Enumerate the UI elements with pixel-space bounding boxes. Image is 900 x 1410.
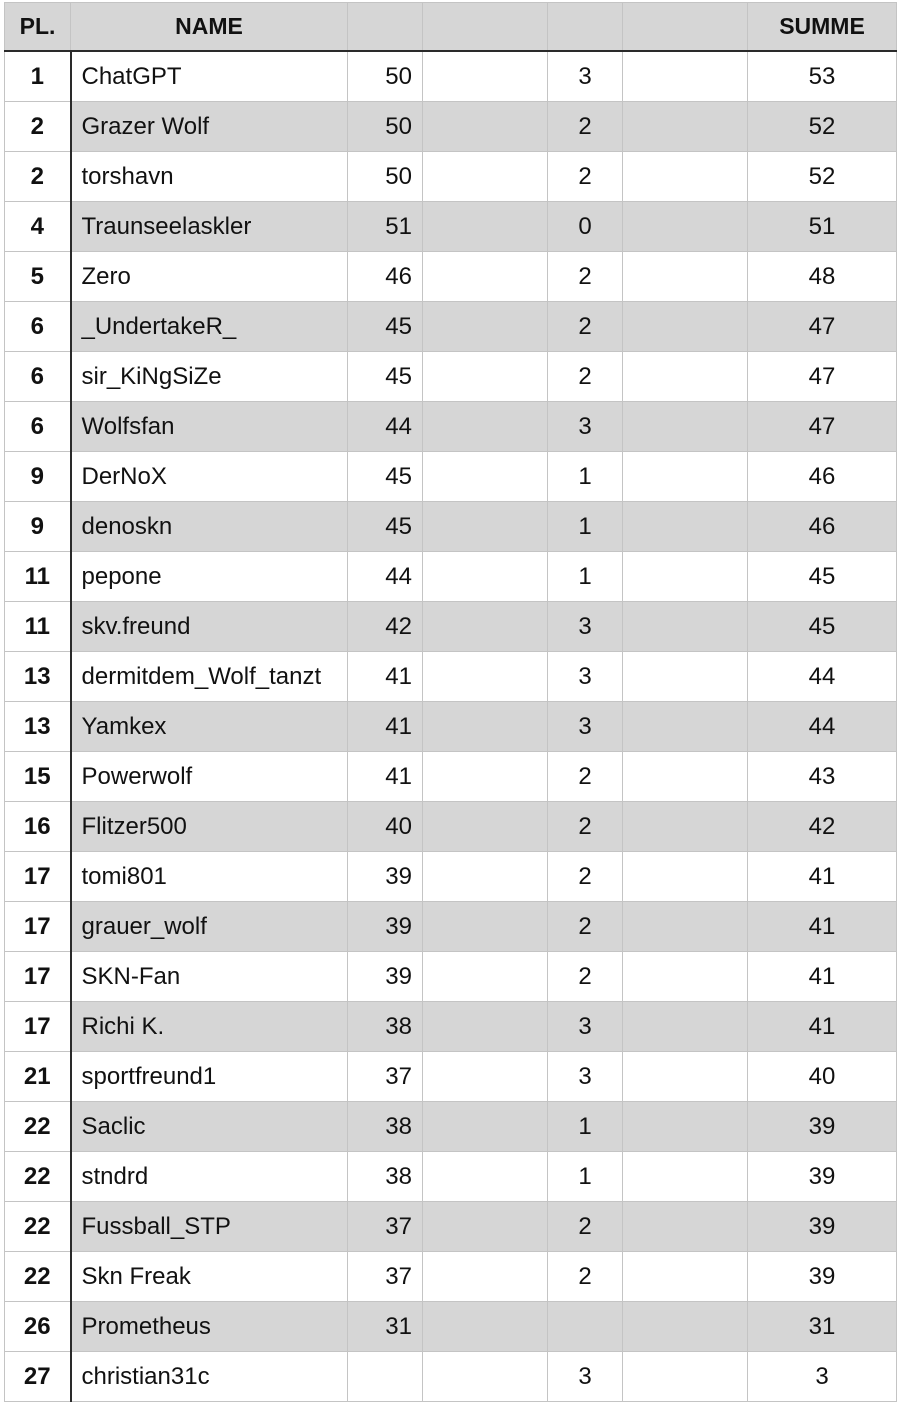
cell-name: Powerwolf bbox=[71, 752, 348, 802]
cell-place: 27 bbox=[5, 1352, 71, 1402]
cell-points-c: 3 bbox=[548, 51, 623, 102]
cell-points-c: 2 bbox=[548, 352, 623, 402]
cell-blank-d bbox=[623, 152, 748, 202]
column-header-place: PL. bbox=[5, 3, 71, 52]
cell-points-a: 41 bbox=[348, 652, 423, 702]
cell-points-c: 1 bbox=[548, 502, 623, 552]
cell-points-a bbox=[348, 1352, 423, 1402]
cell-place: 17 bbox=[5, 1002, 71, 1052]
cell-sum: 45 bbox=[748, 552, 897, 602]
cell-name: torshavn bbox=[71, 152, 348, 202]
cell-place: 1 bbox=[5, 51, 71, 102]
cell-blank-b bbox=[423, 702, 548, 752]
cell-place: 22 bbox=[5, 1152, 71, 1202]
cell-place: 11 bbox=[5, 602, 71, 652]
cell-sum: 45 bbox=[748, 602, 897, 652]
cell-blank-d bbox=[623, 602, 748, 652]
cell-blank-b bbox=[423, 402, 548, 452]
cell-blank-d bbox=[623, 952, 748, 1002]
cell-points-c: 2 bbox=[548, 802, 623, 852]
cell-blank-b bbox=[423, 1302, 548, 1352]
cell-points-a: 45 bbox=[348, 452, 423, 502]
cell-name: ChatGPT bbox=[71, 51, 348, 102]
cell-place: 6 bbox=[5, 302, 71, 352]
cell-place: 6 bbox=[5, 352, 71, 402]
cell-blank-d bbox=[623, 102, 748, 152]
cell-sum: 53 bbox=[748, 51, 897, 102]
cell-points-c: 2 bbox=[548, 752, 623, 802]
cell-blank-d bbox=[623, 202, 748, 252]
cell-points-c: 1 bbox=[548, 1102, 623, 1152]
cell-sum: 31 bbox=[748, 1302, 897, 1352]
cell-name: SKN-Fan bbox=[71, 952, 348, 1002]
cell-blank-b bbox=[423, 102, 548, 152]
cell-blank-b bbox=[423, 352, 548, 402]
table-row bbox=[5, 1152, 897, 1202]
cell-blank-d bbox=[623, 852, 748, 902]
cell-blank-d bbox=[623, 752, 748, 802]
cell-blank-d bbox=[623, 1052, 748, 1102]
cell-sum: 48 bbox=[748, 252, 897, 302]
cell-sum: 52 bbox=[748, 102, 897, 152]
table-row bbox=[5, 102, 897, 152]
cell-points-c: 3 bbox=[548, 1002, 623, 1052]
table-row bbox=[5, 1052, 897, 1102]
cell-points-a: 51 bbox=[348, 202, 423, 252]
cell-points-a: 39 bbox=[348, 902, 423, 952]
cell-place: 26 bbox=[5, 1302, 71, 1352]
cell-points-c: 2 bbox=[548, 102, 623, 152]
cell-place: 22 bbox=[5, 1102, 71, 1152]
cell-points-a: 45 bbox=[348, 302, 423, 352]
cell-place: 4 bbox=[5, 202, 71, 252]
cell-points-c: 3 bbox=[548, 402, 623, 452]
cell-sum: 46 bbox=[748, 502, 897, 552]
table-row bbox=[5, 802, 897, 852]
cell-place: 6 bbox=[5, 402, 71, 452]
cell-points-c: 3 bbox=[548, 702, 623, 752]
cell-sum: 42 bbox=[748, 802, 897, 852]
cell-name: Zero bbox=[71, 252, 348, 302]
cell-name: stndrd bbox=[71, 1152, 348, 1202]
table-row bbox=[5, 1202, 897, 1252]
column-header-blank-d bbox=[623, 3, 748, 52]
table-row bbox=[5, 1302, 897, 1352]
cell-points-a: 41 bbox=[348, 752, 423, 802]
cell-points-c: 2 bbox=[548, 302, 623, 352]
cell-name: _UndertakeR_ bbox=[71, 302, 348, 352]
cell-blank-d bbox=[623, 1152, 748, 1202]
cell-sum: 47 bbox=[748, 402, 897, 452]
table-row bbox=[5, 202, 897, 252]
cell-points-a: 37 bbox=[348, 1052, 423, 1102]
cell-name: Yamkex bbox=[71, 702, 348, 752]
table-row bbox=[5, 51, 897, 102]
cell-sum: 47 bbox=[748, 352, 897, 402]
column-header-name: NAME bbox=[71, 3, 348, 52]
cell-sum: 46 bbox=[748, 452, 897, 502]
table-row bbox=[5, 1252, 897, 1302]
table-row bbox=[5, 552, 897, 602]
cell-name: Grazer Wolf bbox=[71, 102, 348, 152]
cell-sum: 39 bbox=[748, 1102, 897, 1152]
cell-blank-d bbox=[623, 802, 748, 852]
cell-points-a: 39 bbox=[348, 852, 423, 902]
table-row bbox=[5, 252, 897, 302]
cell-points-c: 2 bbox=[548, 152, 623, 202]
cell-blank-d bbox=[623, 652, 748, 702]
cell-blank-b bbox=[423, 1052, 548, 1102]
cell-points-a: 38 bbox=[348, 1002, 423, 1052]
cell-sum: 41 bbox=[748, 1002, 897, 1052]
cell-blank-d bbox=[623, 902, 748, 952]
cell-points-a: 38 bbox=[348, 1102, 423, 1152]
cell-points-a: 50 bbox=[348, 102, 423, 152]
cell-sum: 39 bbox=[748, 1202, 897, 1252]
table-row bbox=[5, 702, 897, 752]
table-row bbox=[5, 652, 897, 702]
cell-place: 2 bbox=[5, 152, 71, 202]
cell-blank-d bbox=[623, 452, 748, 502]
cell-place: 9 bbox=[5, 502, 71, 552]
table-row bbox=[5, 152, 897, 202]
cell-blank-d bbox=[623, 552, 748, 602]
cell-place: 15 bbox=[5, 752, 71, 802]
cell-blank-b bbox=[423, 1352, 548, 1402]
cell-blank-b bbox=[423, 1252, 548, 1302]
cell-place: 16 bbox=[5, 802, 71, 852]
table-row bbox=[5, 502, 897, 552]
cell-name: skv.freund bbox=[71, 602, 348, 652]
cell-points-c: 3 bbox=[548, 602, 623, 652]
cell-name: Fussball_STP bbox=[71, 1202, 348, 1252]
table-row bbox=[5, 1352, 897, 1402]
cell-points-a: 39 bbox=[348, 952, 423, 1002]
cell-sum: 43 bbox=[748, 752, 897, 802]
cell-blank-d bbox=[623, 302, 748, 352]
cell-blank-b bbox=[423, 51, 548, 102]
table-row bbox=[5, 902, 897, 952]
cell-sum: 41 bbox=[748, 952, 897, 1002]
cell-points-c: 1 bbox=[548, 552, 623, 602]
cell-blank-b bbox=[423, 1102, 548, 1152]
cell-points-a: 45 bbox=[348, 352, 423, 402]
cell-place: 13 bbox=[5, 652, 71, 702]
cell-points-a: 44 bbox=[348, 402, 423, 452]
cell-name: sir_KiNgSiZe bbox=[71, 352, 348, 402]
column-header-points-a bbox=[348, 3, 423, 52]
header-row bbox=[5, 3, 897, 52]
cell-blank-d bbox=[623, 352, 748, 402]
table-body bbox=[5, 51, 897, 1402]
cell-blank-d bbox=[623, 1252, 748, 1302]
cell-blank-b bbox=[423, 452, 548, 502]
table-row bbox=[5, 952, 897, 1002]
table-row bbox=[5, 752, 897, 802]
cell-blank-b bbox=[423, 752, 548, 802]
table-row bbox=[5, 1102, 897, 1152]
cell-blank-d bbox=[623, 51, 748, 102]
cell-sum: 52 bbox=[748, 152, 897, 202]
cell-points-c: 2 bbox=[548, 1202, 623, 1252]
table-row bbox=[5, 852, 897, 902]
cell-points-a: 50 bbox=[348, 152, 423, 202]
table-row bbox=[5, 1002, 897, 1052]
cell-points-a: 42 bbox=[348, 602, 423, 652]
cell-sum: 41 bbox=[748, 902, 897, 952]
cell-place: 2 bbox=[5, 102, 71, 152]
cell-sum: 39 bbox=[748, 1152, 897, 1202]
cell-sum: 41 bbox=[748, 852, 897, 902]
cell-blank-b bbox=[423, 802, 548, 852]
cell-blank-b bbox=[423, 852, 548, 902]
cell-sum: 51 bbox=[748, 202, 897, 252]
cell-blank-b bbox=[423, 652, 548, 702]
table-row bbox=[5, 602, 897, 652]
cell-blank-d bbox=[623, 1102, 748, 1152]
cell-points-a: 31 bbox=[348, 1302, 423, 1352]
cell-sum: 3 bbox=[748, 1352, 897, 1402]
cell-points-c: 3 bbox=[548, 1352, 623, 1402]
cell-blank-b bbox=[423, 602, 548, 652]
cell-name: dermitdem_Wolf_tanzt bbox=[71, 652, 348, 702]
table-row bbox=[5, 302, 897, 352]
column-header-points-c bbox=[548, 3, 623, 52]
cell-points-c: 0 bbox=[548, 202, 623, 252]
column-header-sum: SUMME bbox=[748, 3, 897, 52]
cell-points-a: 40 bbox=[348, 802, 423, 852]
cell-points-c: 3 bbox=[548, 652, 623, 702]
cell-blank-b bbox=[423, 252, 548, 302]
cell-sum: 47 bbox=[748, 302, 897, 352]
cell-place: 17 bbox=[5, 952, 71, 1002]
cell-name: pepone bbox=[71, 552, 348, 602]
cell-place: 22 bbox=[5, 1202, 71, 1252]
cell-blank-b bbox=[423, 952, 548, 1002]
cell-name: Prometheus bbox=[71, 1302, 348, 1352]
cell-blank-d bbox=[623, 252, 748, 302]
cell-place: 17 bbox=[5, 902, 71, 952]
cell-sum: 40 bbox=[748, 1052, 897, 1102]
cell-name: sportfreund1 bbox=[71, 1052, 348, 1102]
column-header-blank-b bbox=[423, 3, 548, 52]
standings-table bbox=[4, 2, 897, 1402]
cell-blank-d bbox=[623, 1002, 748, 1052]
cell-name: Richi K. bbox=[71, 1002, 348, 1052]
cell-blank-b bbox=[423, 902, 548, 952]
cell-blank-b bbox=[423, 1202, 548, 1252]
cell-blank-b bbox=[423, 502, 548, 552]
cell-points-c: 2 bbox=[548, 1252, 623, 1302]
cell-points-c: 2 bbox=[548, 952, 623, 1002]
cell-points-c: 2 bbox=[548, 902, 623, 952]
cell-name: christian31c bbox=[71, 1352, 348, 1402]
cell-place: 21 bbox=[5, 1052, 71, 1102]
cell-place: 22 bbox=[5, 1252, 71, 1302]
cell-points-a: 44 bbox=[348, 552, 423, 602]
cell-points-c: 1 bbox=[548, 452, 623, 502]
cell-blank-b bbox=[423, 202, 548, 252]
cell-points-c bbox=[548, 1302, 623, 1352]
cell-points-c: 2 bbox=[548, 852, 623, 902]
cell-blank-d bbox=[623, 1302, 748, 1352]
cell-points-c: 1 bbox=[548, 1152, 623, 1202]
cell-blank-b bbox=[423, 1002, 548, 1052]
cell-place: 9 bbox=[5, 452, 71, 502]
cell-name: Skn Freak bbox=[71, 1252, 348, 1302]
cell-place: 17 bbox=[5, 852, 71, 902]
cell-place: 5 bbox=[5, 252, 71, 302]
cell-points-a: 46 bbox=[348, 252, 423, 302]
cell-blank-b bbox=[423, 152, 548, 202]
cell-points-a: 37 bbox=[348, 1252, 423, 1302]
table-row bbox=[5, 402, 897, 452]
cell-points-c: 2 bbox=[548, 252, 623, 302]
cell-name: Saclic bbox=[71, 1102, 348, 1152]
cell-sum: 39 bbox=[748, 1252, 897, 1302]
cell-sum: 44 bbox=[748, 702, 897, 752]
cell-blank-b bbox=[423, 302, 548, 352]
cell-blank-d bbox=[623, 402, 748, 452]
cell-blank-b bbox=[423, 1152, 548, 1202]
table-row bbox=[5, 452, 897, 502]
cell-sum: 44 bbox=[748, 652, 897, 702]
cell-name: DerNoX bbox=[71, 452, 348, 502]
cell-blank-b bbox=[423, 552, 548, 602]
cell-points-a: 37 bbox=[348, 1202, 423, 1252]
cell-blank-d bbox=[623, 1352, 748, 1402]
cell-points-a: 45 bbox=[348, 502, 423, 552]
cell-place: 13 bbox=[5, 702, 71, 752]
cell-name: Wolfsfan bbox=[71, 402, 348, 452]
cell-place: 11 bbox=[5, 552, 71, 602]
cell-name: grauer_wolf bbox=[71, 902, 348, 952]
cell-name: Flitzer500 bbox=[71, 802, 348, 852]
cell-name: Traunseelaskler bbox=[71, 202, 348, 252]
cell-points-c: 3 bbox=[548, 1052, 623, 1102]
table-row bbox=[5, 352, 897, 402]
cell-blank-d bbox=[623, 702, 748, 752]
cell-blank-d bbox=[623, 502, 748, 552]
cell-points-a: 38 bbox=[348, 1152, 423, 1202]
cell-points-a: 41 bbox=[348, 702, 423, 752]
cell-name: denoskn bbox=[71, 502, 348, 552]
cell-blank-d bbox=[623, 1202, 748, 1252]
cell-points-a: 50 bbox=[348, 51, 423, 102]
cell-name: tomi801 bbox=[71, 852, 348, 902]
